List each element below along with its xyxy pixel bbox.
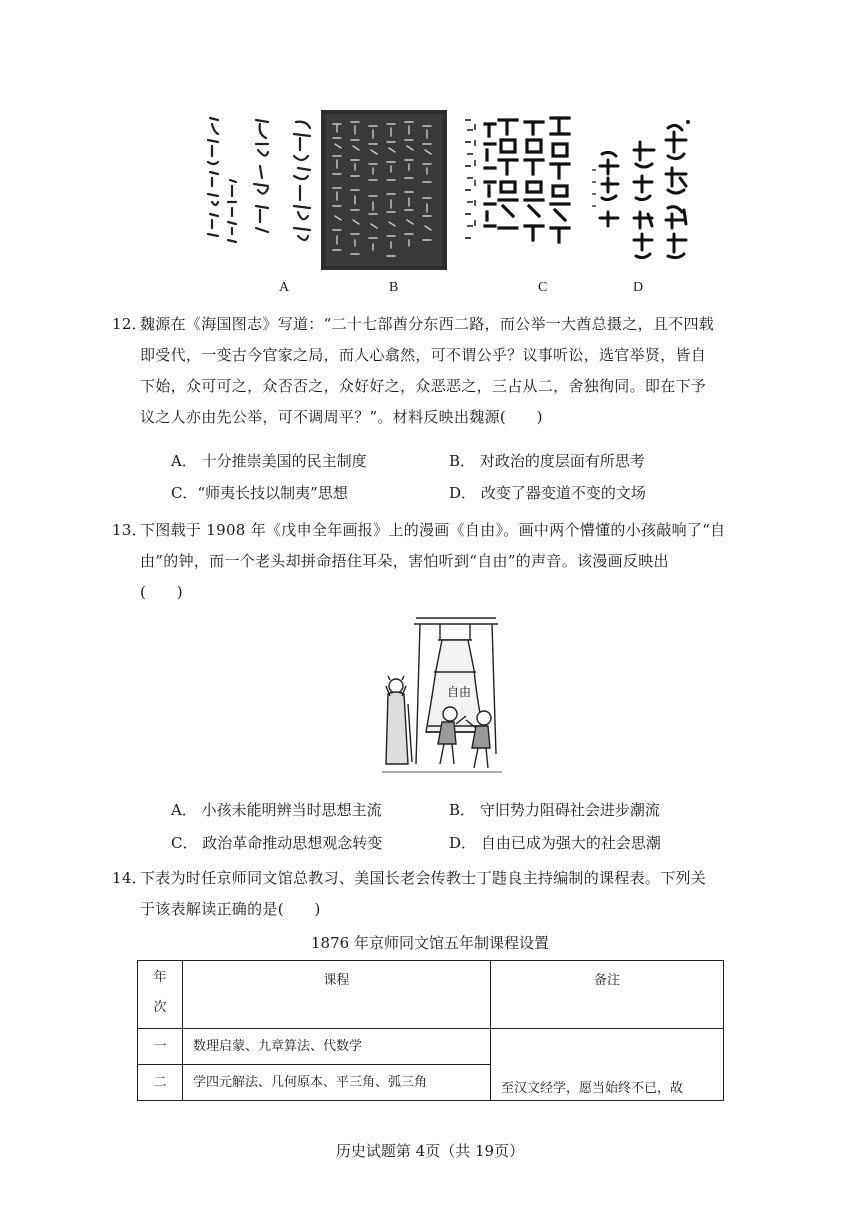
- cell-note: 至汉文经学，愿当始终不已，故: [491, 1029, 724, 1101]
- q13-option-b[interactable]: [449, 800, 660, 820]
- option-key: C．: [171, 834, 198, 852]
- calligraphy-sample-c-image: [459, 110, 579, 270]
- course-schedule-table: [137, 960, 724, 1101]
- stem-line: 即受代，一变古今官家之局，而人心翕然，可不谓公乎？议事听讼，选官举贤，皆自: [140, 346, 707, 364]
- stem-line: 于该表解读正确的是( ): [140, 900, 321, 918]
- q12-option-a[interactable]: [171, 451, 367, 471]
- figure-label-c: C: [538, 280, 548, 295]
- stem-line: 魏源在《海国图志》写道：“二十七部酋分东西二路，而公举一大酋总摄之，且不四载: [140, 315, 715, 333]
- option-text: 改变了器变道不变的文场: [480, 484, 646, 502]
- header-year-line: 年: [153, 970, 167, 985]
- q12-option-d[interactable]: [449, 483, 646, 503]
- freedom-bell-cartoon-image: [380, 614, 505, 782]
- stem-line: 下图载于 1908 年《戊申全年画报》上的漫画《自由》。画中两个懵懂的小孩敲响了“自: [140, 521, 726, 539]
- table-row: [138, 1029, 724, 1065]
- option-text: 守旧势力阻碍社会进步潮流: [479, 801, 660, 819]
- option-text: 十分推崇美国的民主制度: [201, 452, 367, 470]
- question-number: 13．: [112, 521, 147, 539]
- table-title: 1876 年京师同文馆五年制课程设置: [311, 934, 549, 952]
- option-key: C．: [171, 484, 198, 502]
- stem-line: 议之人亦由先公举，可不调周平？”。材料反映出魏源( ): [140, 408, 543, 426]
- q12-option-b[interactable]: [449, 451, 645, 471]
- bell-label: 自由: [447, 685, 472, 699]
- header-year-line: 次: [153, 1000, 167, 1015]
- calligraphy-sample-d-image: [588, 110, 698, 270]
- figure-label-b: B: [389, 280, 399, 295]
- q12-option-c[interactable]: [171, 483, 348, 503]
- question-14-stem: [112, 863, 740, 925]
- stem-line: 下始，众可可之，众否否之，众好好之，众恶恶之，三占从二，舍独徇同。即在下予: [140, 377, 707, 395]
- option-text: “师夷长技以制夷”思想: [197, 484, 348, 502]
- option-key: D．: [449, 834, 477, 852]
- cell-course: 数理启蒙、九章算法、代数学: [183, 1029, 491, 1065]
- calligraphy-sample-b-image: [321, 110, 447, 270]
- figure-label-a: A: [279, 280, 290, 295]
- option-text: 自由已成为强大的社会思潮: [480, 834, 661, 852]
- option-key: D．: [449, 484, 477, 502]
- question-12-stem: [112, 309, 740, 433]
- stem-line: 下表为时任京师同文馆总教习、美国长老会传教士丁韪良主持编制的课程表。下列关: [140, 869, 707, 887]
- question-number: 12．: [112, 315, 147, 333]
- header-year: [138, 961, 183, 1029]
- page-footer: 历史试题第 4页（共 19页）: [335, 1142, 525, 1160]
- header-course: 课程: [183, 961, 491, 1029]
- cell-course: 学四元解法、几何原本、平三角、弧三角: [183, 1065, 491, 1101]
- option-key: A．: [171, 452, 197, 470]
- option-key: A．: [171, 801, 197, 819]
- figure-label-d: D: [633, 280, 644, 295]
- question-13-stem: [112, 515, 740, 608]
- stem-line: ( ): [140, 583, 183, 601]
- header-note: 备注: [491, 961, 724, 1029]
- table-header-row: [138, 961, 724, 1029]
- cell-year: 二: [138, 1065, 183, 1101]
- q13-option-d[interactable]: [449, 833, 661, 853]
- q13-option-c[interactable]: [171, 833, 382, 853]
- question-number: 14．: [112, 869, 147, 887]
- stem-line: 由”的钟，而一个老头却拼命捂住耳朵，害怕听到“自由”的声音。该漫画反映出: [140, 552, 669, 570]
- option-text: 小孩未能明辨当时思想主流: [201, 801, 382, 819]
- option-text: 政治革命推动思想观念转变: [202, 834, 383, 852]
- option-key: B．: [449, 452, 476, 470]
- option-key: B．: [449, 801, 476, 819]
- option-text: 对政治的度层面有所思考: [479, 452, 645, 470]
- q13-option-a[interactable]: [171, 800, 382, 820]
- cell-year: 一: [138, 1029, 183, 1065]
